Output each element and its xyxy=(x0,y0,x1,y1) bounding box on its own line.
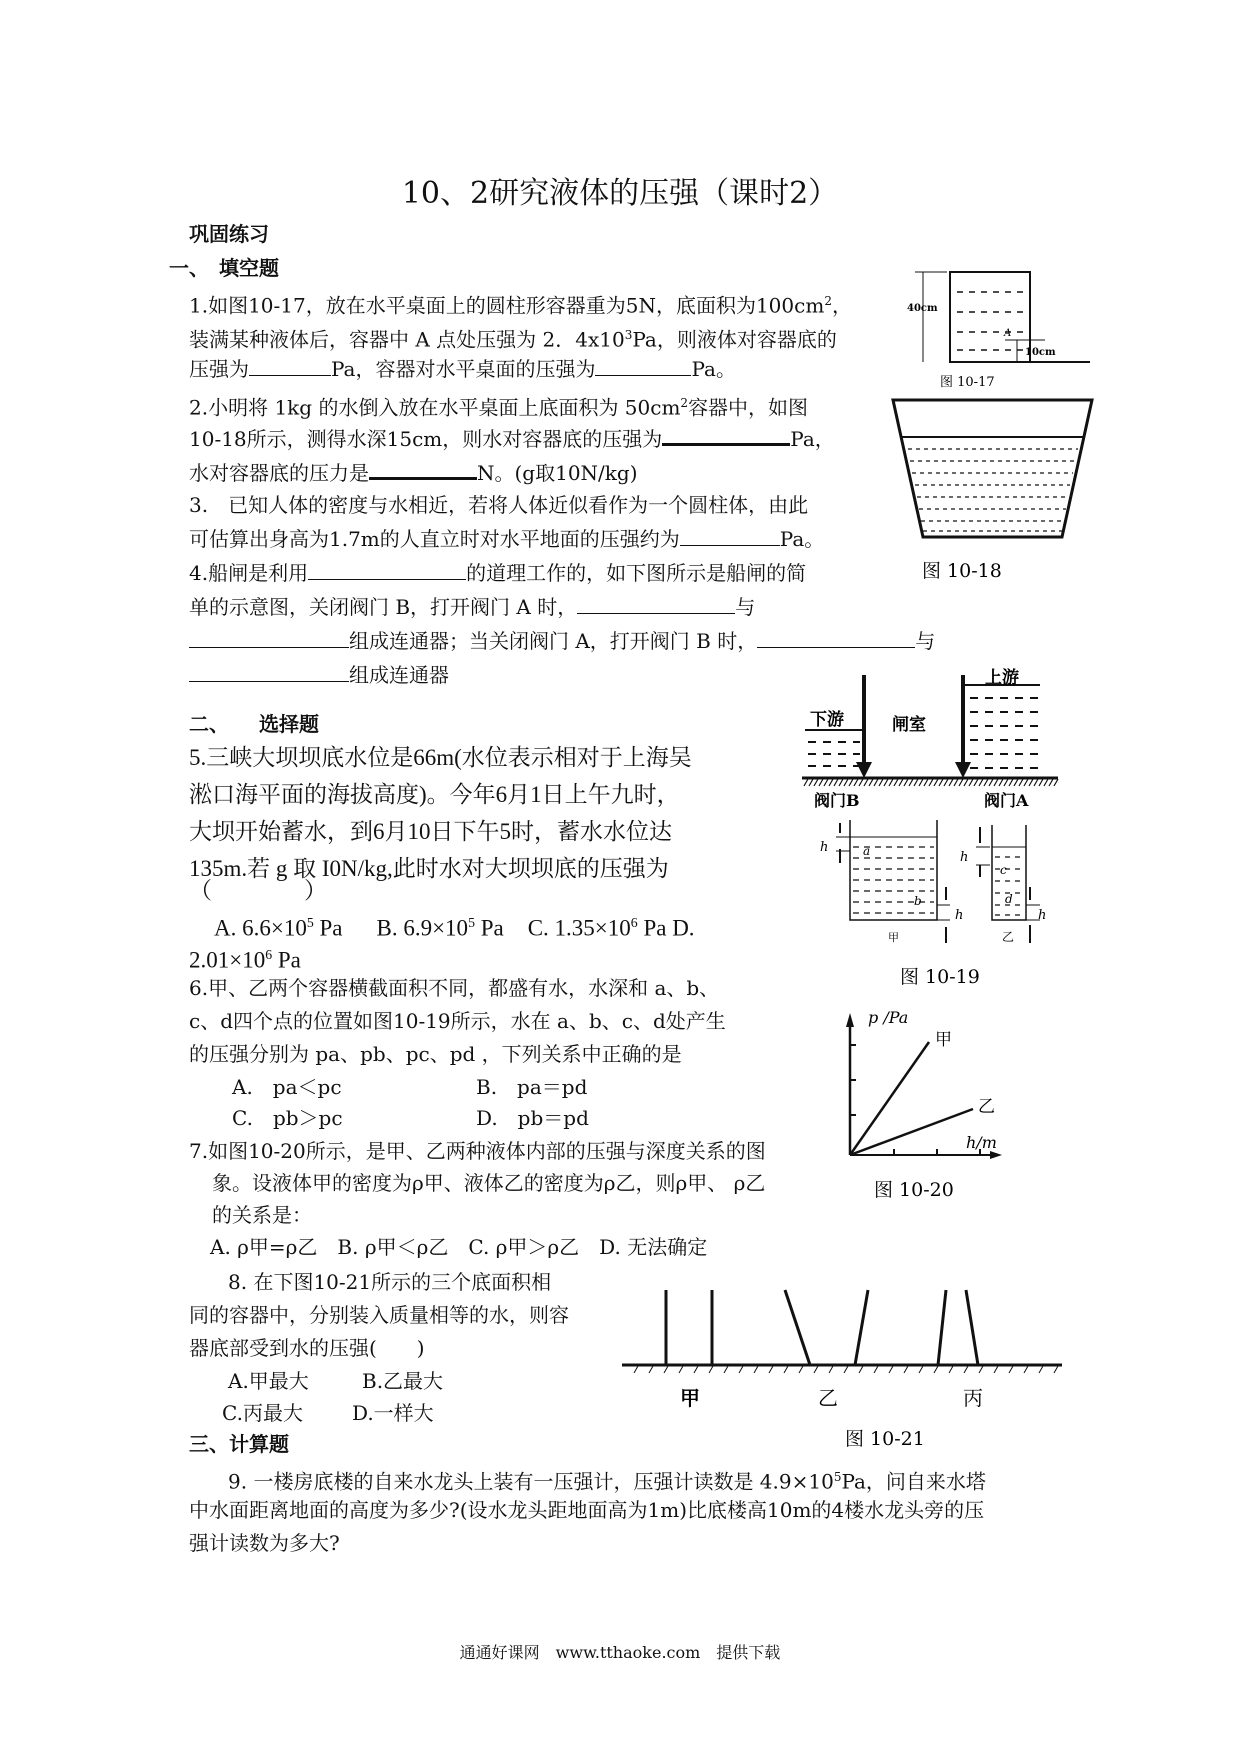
q6-text: 6.甲、乙两个容器横截面积不同，都盛有水，水深和 a、b、 xyxy=(189,976,720,1000)
answer-blank[interactable] xyxy=(577,595,735,614)
ground-hatch xyxy=(959,779,963,786)
unit: Pa xyxy=(474,915,504,941)
q1-text: 1.如图10-17，放在水平桌面上的圆柱形容器重为5N，底面积为100cm xyxy=(189,293,825,318)
ground-hatch xyxy=(889,779,893,786)
ground-hatch xyxy=(1029,779,1033,786)
subtitle: 巩固练习 xyxy=(189,222,269,246)
label-jia: 甲 xyxy=(935,1030,952,1050)
ground-hatch xyxy=(854,779,858,786)
q3-text: Pa。 xyxy=(779,527,825,551)
ground-hatch xyxy=(1014,779,1018,786)
ground-hatch xyxy=(954,779,958,786)
ground-hatch xyxy=(834,779,838,786)
option-a[interactable]: A.甲最大 xyxy=(228,1369,309,1393)
ground-hatch xyxy=(819,779,823,786)
label-yi: 乙 xyxy=(818,1386,838,1410)
q3-text: 可估算出身高为1.7m的人直立时对水平地面的压强约为 xyxy=(189,527,680,551)
ground-hatch xyxy=(884,779,888,786)
q2-text: 2.小明将 1kg 的水倒入放在水平桌面上底面积为 50cm xyxy=(189,395,681,420)
label-b: b xyxy=(914,894,922,908)
q2-text: N。(g取10N/kg) xyxy=(477,461,638,485)
q4-text: 4.船闸是利用 xyxy=(189,561,309,585)
answer-blank[interactable] xyxy=(680,527,780,546)
ground-hatch xyxy=(939,779,943,786)
ground-hatch xyxy=(909,779,913,786)
option-b[interactable]: B. 6.9×10 xyxy=(376,915,469,941)
ground-hatch xyxy=(874,1366,878,1373)
ground-hatch xyxy=(864,779,868,786)
ground-hatch xyxy=(994,1366,998,1373)
ground-hatch xyxy=(934,779,938,786)
superscript: 6 xyxy=(630,915,638,930)
label-point-a: A xyxy=(1004,328,1012,339)
ground-hatch xyxy=(1049,779,1053,786)
q7-options[interactable]: A. ρ甲=ρ乙 B. ρ甲＜ρ乙 C. ρ甲＞ρ乙 D. 无法确定 xyxy=(210,1235,708,1259)
ground-hatch xyxy=(664,1366,668,1373)
ground-hatch xyxy=(829,1366,833,1373)
ground-hatch xyxy=(1009,1366,1013,1373)
superscript: 2 xyxy=(680,396,689,410)
ground-hatch xyxy=(949,779,953,786)
ground-hatch xyxy=(1054,779,1058,786)
ground-hatch xyxy=(709,1366,713,1373)
ground-hatch xyxy=(754,1366,758,1373)
answer-blank[interactable] xyxy=(662,425,790,446)
ground-hatch xyxy=(894,779,898,786)
ground-hatch xyxy=(844,779,848,786)
superscript: 6 xyxy=(265,947,273,962)
ground-hatch xyxy=(804,779,808,786)
answer-blank[interactable] xyxy=(308,561,466,580)
q2-text: Pa， xyxy=(790,427,835,451)
option-c[interactable]: C. 1.35×10 xyxy=(527,915,631,941)
ground-hatch xyxy=(994,779,998,786)
label-yi: 乙 xyxy=(978,1097,995,1117)
series-jia-line xyxy=(850,1042,929,1155)
figure-caption: 图 10-17 xyxy=(940,375,995,390)
q6-text: 的压强分别为 pa、pb、pc、pd ，下列关系中正确的是 xyxy=(189,1042,682,1066)
q4-text: 与 xyxy=(735,595,756,619)
label-h: h xyxy=(955,908,964,923)
ground-hatch xyxy=(859,1366,863,1373)
q4-text: 组成连通器；当关闭阀门 A，打开阀门 B 时， xyxy=(349,629,758,653)
ground-hatch xyxy=(739,1366,743,1373)
ground-hatch xyxy=(1024,779,1028,786)
q9-text: Pa，问自来水塔 xyxy=(841,1469,986,1494)
unit: Pa xyxy=(313,915,343,941)
answer-blank[interactable] xyxy=(189,663,349,682)
q8-text: 8. 在下图10-21所示的三个底面积相 xyxy=(228,1270,552,1294)
ground-hatch xyxy=(829,779,833,786)
answer-blank[interactable] xyxy=(757,629,915,648)
label-40cm: 40cm xyxy=(907,303,938,314)
footer-credit: 通通好课网 www.tthaoke.com 提供下载 xyxy=(459,1643,781,1662)
section-calculation: 三、计算题 xyxy=(189,1432,289,1456)
superscript: 2 xyxy=(824,294,832,308)
ground-hatch xyxy=(929,779,933,786)
label-a: a xyxy=(863,844,871,858)
ground-hatch xyxy=(869,779,873,786)
ground-hatch xyxy=(849,779,853,786)
figure-10-19 xyxy=(800,815,1050,1000)
unit: Pa D. xyxy=(637,915,695,941)
q1-text: 压强为 xyxy=(189,357,249,381)
label-jia: 甲 xyxy=(888,931,899,944)
ground-hatch xyxy=(814,1366,818,1373)
ground-hatch xyxy=(914,779,918,786)
figure-10-21 xyxy=(620,1275,1065,1455)
ground-hatch xyxy=(1034,779,1038,786)
page-title: 10、2研究液体的压强（课时2） xyxy=(401,176,839,211)
q8-text: 同的容器中，分别装入质量相等的水，则容 xyxy=(189,1303,569,1327)
q7-text: 7.如图10-20所示，是甲、乙两种液体内部的压强与深度关系的图 xyxy=(189,1139,766,1163)
q5-text: （ ） xyxy=(189,878,327,903)
q9-text: 9. 一楼房底楼的自来水龙头上装有一压强计，压强计读数是 4.9×10 xyxy=(228,1469,834,1494)
series-yi-line xyxy=(850,1109,973,1155)
answer-blank[interactable] xyxy=(189,629,349,648)
ground-hatch xyxy=(919,1366,923,1373)
ground-hatch xyxy=(679,1366,683,1373)
option-b[interactable]: B.乙最大 xyxy=(362,1369,444,1393)
option-b[interactable]: B. pa＝pd xyxy=(476,1075,588,1099)
ground-hatch xyxy=(974,779,978,786)
q3-text: 3. 已知人体的密度与水相近，若将人体近似看作为一个圆柱体，由此 xyxy=(189,493,809,517)
ground-hatch xyxy=(694,1366,698,1373)
ground-hatch xyxy=(649,1366,653,1373)
q5-text: 5.三峡大坝坝底水位是66m(水位表示相对于上海吴 xyxy=(189,745,692,770)
ground-hatch xyxy=(809,779,813,786)
q1-text: Pa。 xyxy=(691,357,736,381)
label-downstream: 下游 xyxy=(810,710,844,730)
ground-hatch xyxy=(989,779,993,786)
superscript: 3 xyxy=(624,328,633,342)
label-h: h xyxy=(1038,908,1047,923)
superscript: 5 xyxy=(468,915,475,930)
option-a[interactable]: A. pa＜pc xyxy=(232,1075,342,1099)
label-jia: 甲 xyxy=(680,1386,700,1410)
section-choice: 二、 选择题 xyxy=(189,712,319,736)
ground-hatch xyxy=(1039,1366,1043,1373)
ground-hatch xyxy=(634,1366,638,1373)
ground-hatch xyxy=(964,1366,968,1373)
label-gate-b: 阀门B xyxy=(814,791,860,810)
q7-text: 的关系是： xyxy=(212,1203,312,1227)
ground-hatch xyxy=(1004,779,1008,786)
answer-blank[interactable] xyxy=(595,357,691,376)
ground-hatch xyxy=(979,1366,983,1373)
label-c: c xyxy=(1000,863,1007,877)
figure-ship-lock xyxy=(800,670,1060,820)
ground-hatch xyxy=(1044,779,1048,786)
label-d: d xyxy=(1005,892,1013,906)
ground-hatch xyxy=(769,1366,773,1373)
superscript: 5 xyxy=(306,915,314,930)
q1-text: ， xyxy=(831,293,852,318)
figure-10-20 xyxy=(840,1005,1020,1205)
q9-text: 强计读数为多大? xyxy=(189,1531,340,1555)
label-h: h xyxy=(820,840,829,855)
ground-hatch xyxy=(904,1366,908,1373)
q2-text: 水对容器底的压力是 xyxy=(189,461,369,485)
ground-hatch xyxy=(784,1366,788,1373)
answer-blank[interactable] xyxy=(249,357,331,376)
figure-caption: 图 10-21 xyxy=(845,1428,925,1450)
ground-hatch xyxy=(889,1366,893,1373)
q4-text: 的道理工作的，如下图所示是船闸的简 xyxy=(466,561,807,585)
ground-hatch xyxy=(924,779,928,786)
ground-hatch xyxy=(1024,1366,1028,1373)
figure-10-18 xyxy=(890,397,1095,587)
label-gate-a: 阀门A xyxy=(984,791,1029,810)
q2-text: 10-18所示，测得水深15cm，则水对容器底的压强为 xyxy=(189,427,663,451)
ground-hatch xyxy=(814,779,818,786)
ground-hatch xyxy=(844,1366,848,1373)
ground-hatch xyxy=(1054,1366,1058,1373)
q9-text: 中水面距离地面的高度为多少?(设水龙头距地面高为1m)比底楼高10m的4楼水龙头旁的压 xyxy=(189,1498,985,1522)
ground-hatch xyxy=(979,779,983,786)
ground-hatch xyxy=(949,1366,953,1373)
ground-hatch xyxy=(904,779,908,786)
label-h: h xyxy=(960,850,969,865)
y-axis-label: p /Pa xyxy=(868,1008,909,1027)
q1-text: Pa，容器对水平桌面的压强为 xyxy=(331,357,596,381)
option-c[interactable]: C. pb＞pc xyxy=(232,1106,343,1130)
x-axis-label: h/m xyxy=(966,1133,997,1152)
ground-hatch xyxy=(879,779,883,786)
ground-hatch xyxy=(919,779,923,786)
q5-text: 大坝开始蓄水，到6月10日下午5时，蓄水水位达 xyxy=(189,819,672,844)
q5-text: 135m.若 g 取 I0N/kg,此时水对大坝坝底的压强为 xyxy=(189,856,669,881)
unit: Pa xyxy=(272,947,301,973)
q1-text: 装满某种液体后，容器中 A 点处压强为 2．4x10 xyxy=(189,327,625,352)
q4-text: 组成连通器 xyxy=(349,663,449,687)
option-d[interactable]: D.一样大 xyxy=(352,1401,434,1425)
ground-hatch xyxy=(799,1366,803,1373)
answer-blank[interactable] xyxy=(369,459,477,480)
ground-hatch xyxy=(934,1366,938,1373)
superscript: 5 xyxy=(833,1470,842,1484)
option-d[interactable]: 2.01×10 xyxy=(189,947,266,973)
q8-text: 器底部受到水的压强( ) xyxy=(189,1336,425,1360)
q5-text: 淞口海平面的海拔高度)。今年6月1日上午九时， xyxy=(189,782,680,807)
label-10cm: 10cm xyxy=(1025,347,1056,358)
label-yi: 乙 xyxy=(1002,930,1015,944)
ground-hatch xyxy=(964,779,968,786)
label-upstream: 上游 xyxy=(985,668,1019,688)
option-c[interactable]: C.丙最大 xyxy=(222,1401,303,1425)
figure-10-17 xyxy=(905,268,1095,393)
ground-hatch xyxy=(899,779,903,786)
figure-caption: 图 10-20 xyxy=(874,1179,954,1201)
q6-text: c、d四个点的位置如图10-19所示，水在 a、b、c、d处产生 xyxy=(189,1009,726,1033)
section-fill-blank: 一、 填空题 xyxy=(169,256,279,280)
figure-caption: 图 10-18 xyxy=(922,560,1002,582)
ground-hatch xyxy=(969,779,973,786)
q4-text: 单的示意图，关闭阀门 B，打开阀门 A 时， xyxy=(189,595,578,619)
label-bing: 丙 xyxy=(963,1386,983,1410)
option-d[interactable]: D. pb＝pd xyxy=(476,1106,589,1130)
q2-text: 容器中，如图 xyxy=(688,395,809,420)
q7-text: 象。设液体甲的密度为ρ甲、液体乙的密度为ρ乙，则ρ甲、 ρ乙 xyxy=(212,1171,766,1195)
ground-hatch xyxy=(859,779,863,786)
ground-hatch xyxy=(839,779,843,786)
option-a[interactable]: A. 6.6×10 xyxy=(214,915,307,941)
ground-hatch xyxy=(1039,779,1043,786)
ground-hatch xyxy=(1019,779,1023,786)
q4-text: 与 xyxy=(915,629,936,653)
ground-hatch xyxy=(984,779,988,786)
ground-hatch xyxy=(874,779,878,786)
ground-hatch xyxy=(724,1366,728,1373)
ground-hatch xyxy=(824,779,828,786)
ground-hatch xyxy=(944,779,948,786)
ground-hatch xyxy=(999,779,1003,786)
figure-caption: 图 10-19 xyxy=(900,966,980,988)
q1-text: Pa，则液体对容器底的 xyxy=(632,327,837,352)
ground-hatch xyxy=(1009,779,1013,786)
label-lock-chamber: 闸室 xyxy=(892,715,926,735)
